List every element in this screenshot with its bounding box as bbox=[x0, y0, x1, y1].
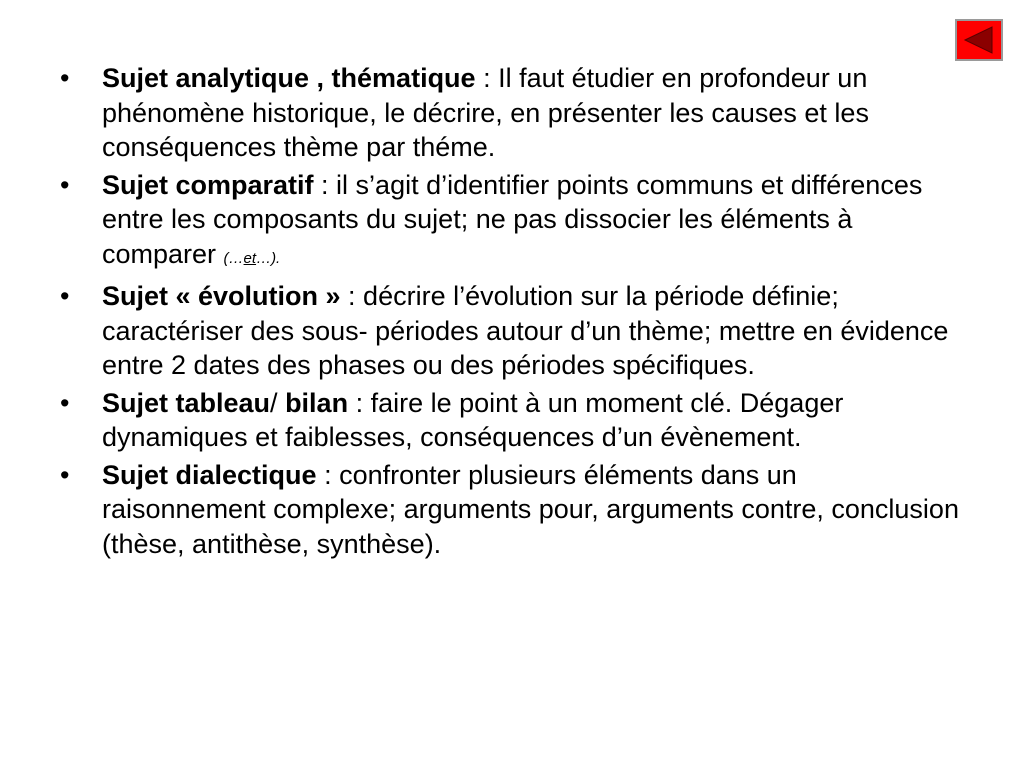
item-text: : décrire l’évolution sur la période définie; caractériser des sous- périodes autour d’un thème; mettre en évidence entre 2 dates des phases ou des périodes spécifiques. bbox=[102, 281, 949, 380]
note-open: (… bbox=[223, 249, 244, 267]
bullet-marker: • bbox=[60, 281, 70, 311]
note-close: …). bbox=[256, 249, 281, 267]
item-term: Sujet analytique , thématique bbox=[102, 63, 476, 93]
list-item bbox=[60, 386, 960, 455]
item-text: : faire le point à un moment clé. Dégager dynamiques et faiblesses, conséquences d’un évènement. bbox=[102, 387, 844, 452]
list-item bbox=[60, 279, 960, 383]
item-text: : il s’agit d’identifier points communs et différences entre les composants du sujet; ne pas dissocier les éléments à comparer bbox=[102, 169, 923, 269]
bullet-marker: • bbox=[60, 169, 70, 200]
list-item bbox=[60, 61, 960, 165]
back-button[interactable] bbox=[955, 19, 1003, 61]
list-item bbox=[60, 458, 960, 562]
item-term-part2: bilan bbox=[285, 387, 349, 418]
item-term: Sujet dialectique bbox=[102, 459, 317, 490]
bullet-marker: • bbox=[60, 387, 70, 418]
item-text: : Il faut étudier en profondeur un phénomène historique, le décrire, en présenter les causes et les conséquences thème par théme. bbox=[102, 63, 869, 162]
item-term-part1: Sujet tableau bbox=[102, 387, 271, 418]
bullet-marker: • bbox=[60, 459, 70, 490]
list-item bbox=[60, 168, 960, 277]
item-term: Sujet comparatif bbox=[102, 169, 314, 200]
bullet-list bbox=[60, 61, 960, 564]
note-keyword: et bbox=[243, 249, 257, 267]
item-term: Sujet « évolution » bbox=[102, 281, 341, 311]
red-left-arrow-icon bbox=[957, 21, 1001, 59]
item-note bbox=[224, 250, 281, 267]
item-term-separator: / bbox=[270, 387, 286, 418]
item-text: : confronter plusieurs éléments dans un raisonnement complexe; arguments pour, arguments contre, conclusion (thèse, antithèse, synthèse). bbox=[102, 459, 959, 559]
bullet-marker: • bbox=[60, 63, 70, 93]
